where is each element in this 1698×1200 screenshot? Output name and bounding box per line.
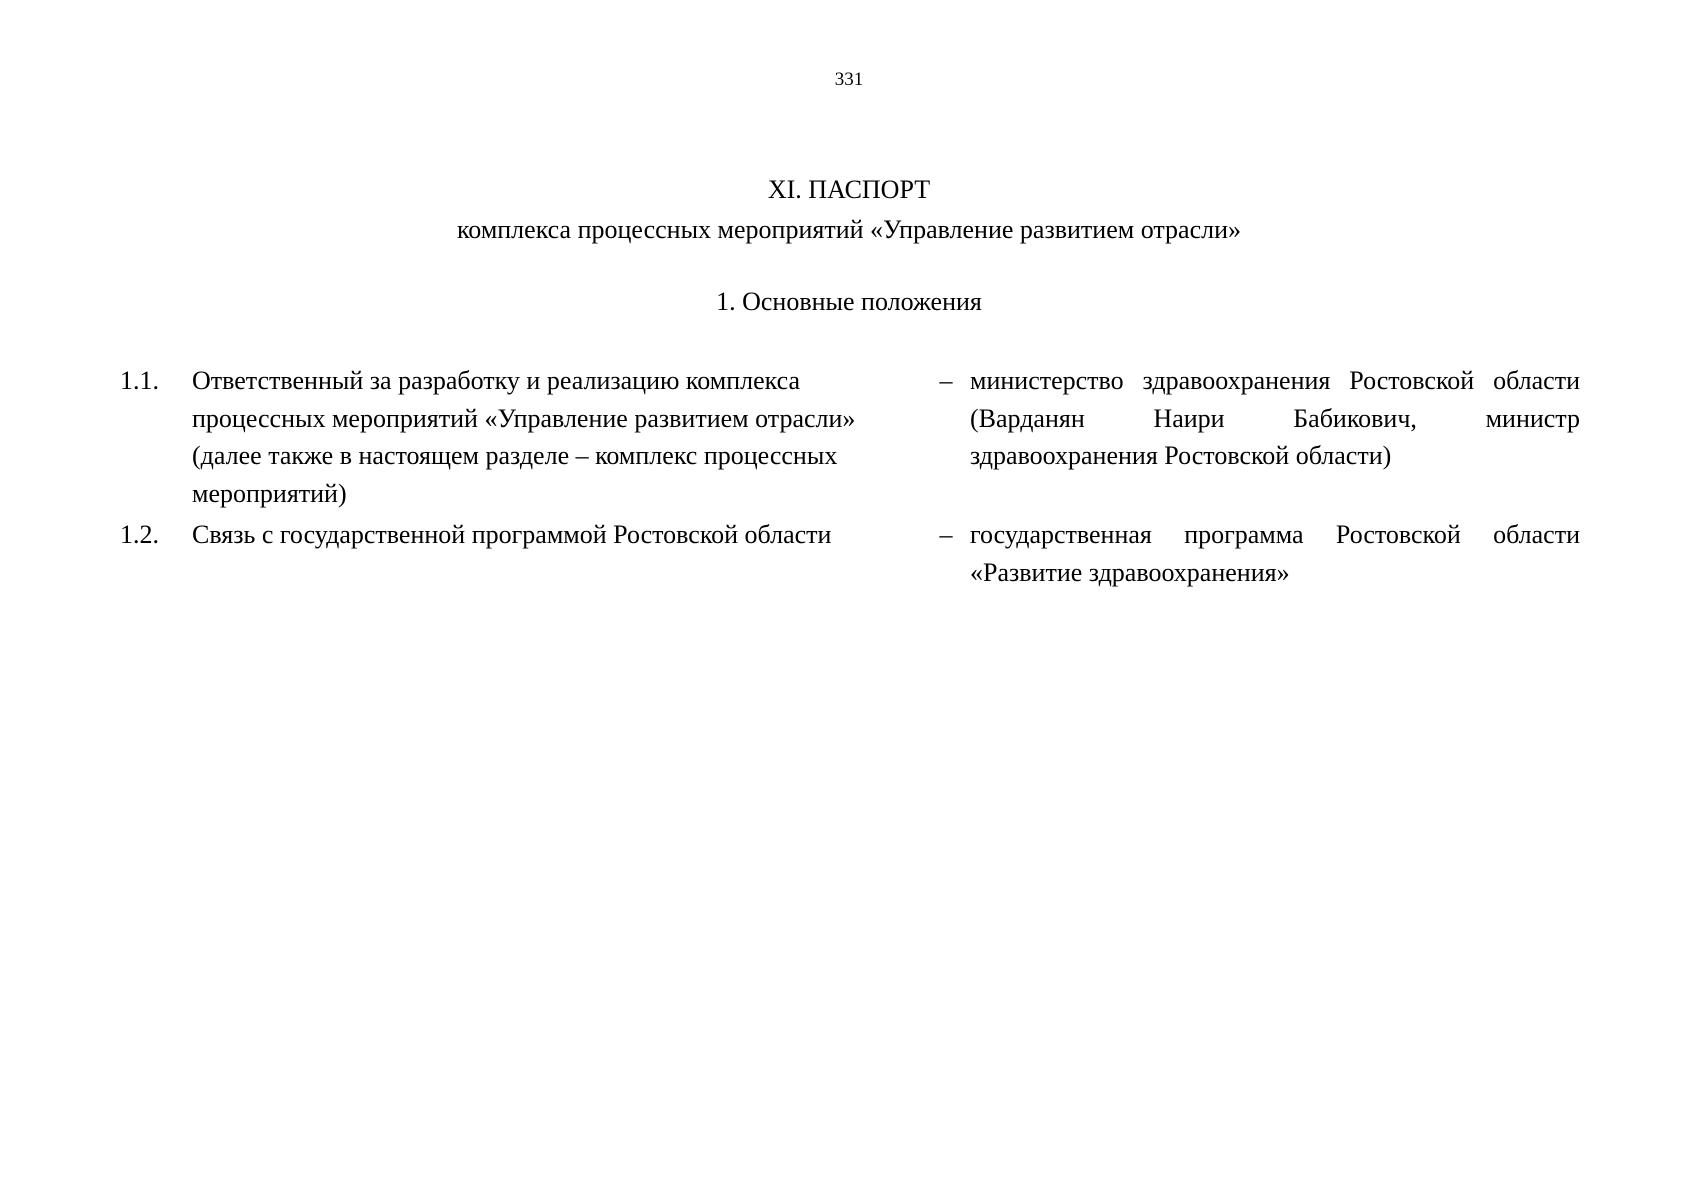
page-number: 331 <box>834 69 864 90</box>
provision-row-1-1 <box>120 362 1580 512</box>
provision-row-1-2 <box>120 516 1580 591</box>
section-heading: 1. Основные положения <box>716 287 982 316</box>
document-subtitle: комплекса процессных мероприятий «Управление развитием отрасли» <box>457 215 1241 244</box>
provisions-list <box>120 362 1580 591</box>
provision-number: 1.2. <box>120 520 159 549</box>
document-title: XI. ПАСПОРТ <box>767 175 931 204</box>
provision-label: Ответственный за разработку и реализацию комплекса процессных мероприятий «Управление развитием отрасли» (далее также в настоящем разделе – комплекс процессных мероприятий) <box>192 366 856 508</box>
provision-label: Связь с государственной программой Ростовской области <box>192 520 832 549</box>
provision-dash: – <box>939 366 953 395</box>
provision-value: государственная программа Ростовской области «Развитие здравоохранения» <box>970 520 1580 587</box>
provision-dash: – <box>939 520 953 549</box>
provision-value: министерство здравоохранения Ростовской области (Варданян Наири Бабикович, министр здравоохранения Ростовской области) <box>970 366 1580 470</box>
provision-number: 1.1. <box>120 366 159 395</box>
